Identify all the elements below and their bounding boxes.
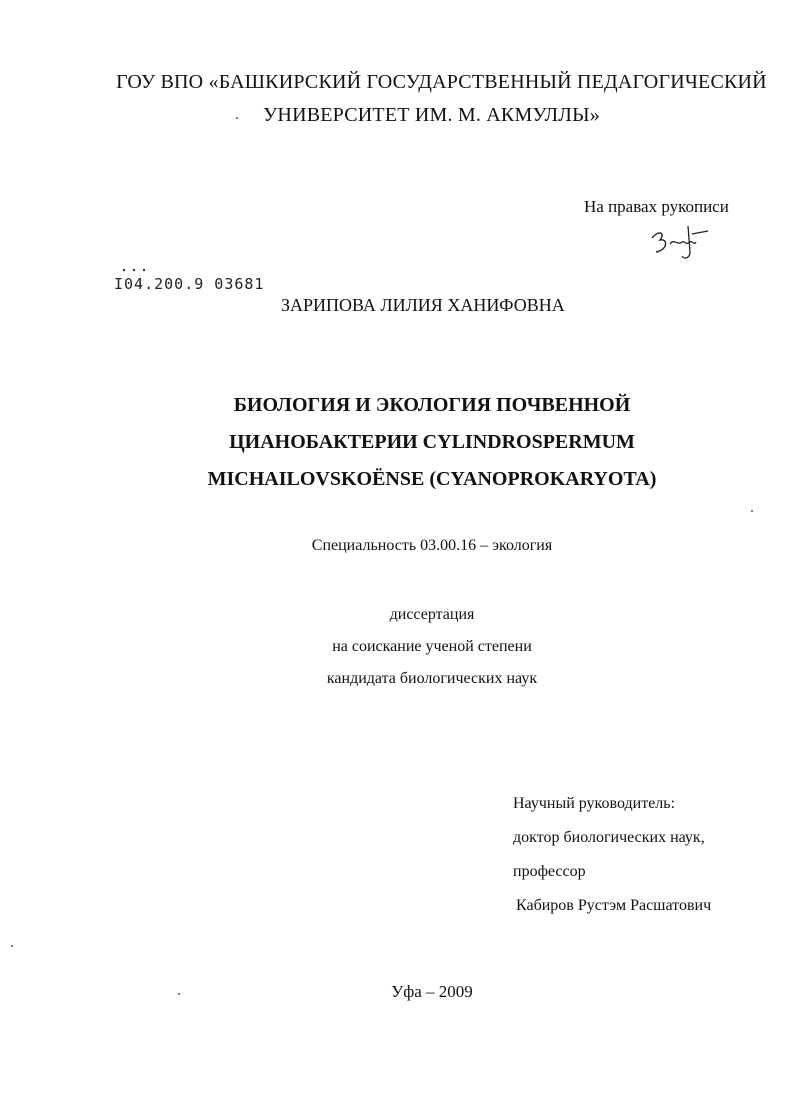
scan-speck: [236, 117, 238, 119]
rights-note: На правах рукописи: [584, 197, 729, 216]
title-line-3: MICHAILOVSKOЁNSE (CYANOPROKARYOTA): [207, 468, 657, 490]
library-code: I04.200.9 03681: [114, 275, 265, 293]
specialty: Специальность 03.00.16 – экология: [311, 537, 553, 554]
scan-speck: [11, 945, 13, 947]
dissertation-title: [0, 387, 799, 498]
author-name: ЗАРИПОВА ЛИЛИЯ ХАНИФОВНА: [281, 295, 565, 315]
scan-speck: [178, 993, 180, 995]
scan-speck: [751, 510, 753, 512]
stamp-marks-icon: [120, 266, 150, 274]
scientific-advisor: [513, 787, 711, 923]
dissertation-type: [0, 599, 799, 695]
dissertation-line-2: на соискание ученой степени: [332, 638, 532, 655]
advisor-rank: профессор: [513, 863, 586, 880]
advisor-label: Научный руководитель:: [513, 795, 676, 812]
institution-line-2: УНИВЕРСИТЕТ ИМ. М. АКМУЛЛЫ»: [263, 104, 600, 126]
dissertation-line-1: диссертация: [389, 606, 475, 623]
dissertation-line-3: кандидата биологических наук: [326, 670, 538, 687]
advisor-name: Кабиров Рустэм Расшатович: [516, 897, 712, 914]
title-line-2: ЦИАНОБАКТЕРИИ CYLINDROSPERMUM: [229, 431, 635, 453]
title-line-1: БИОЛОГИЯ И ЭКОЛОГИЯ ПОЧВЕННОЙ: [233, 394, 631, 416]
city-year: Уфа – 2009: [391, 982, 473, 1001]
advisor-degree: доктор биологических наук,: [513, 829, 705, 846]
institution-line-1: ГОУ ВПО «БАШКИРСКИЙ ГОСУДАРСТВЕННЫЙ ПЕДАГОГИЧЕСКИЙ: [116, 71, 767, 93]
handwritten-signature-icon: [648, 222, 710, 262]
